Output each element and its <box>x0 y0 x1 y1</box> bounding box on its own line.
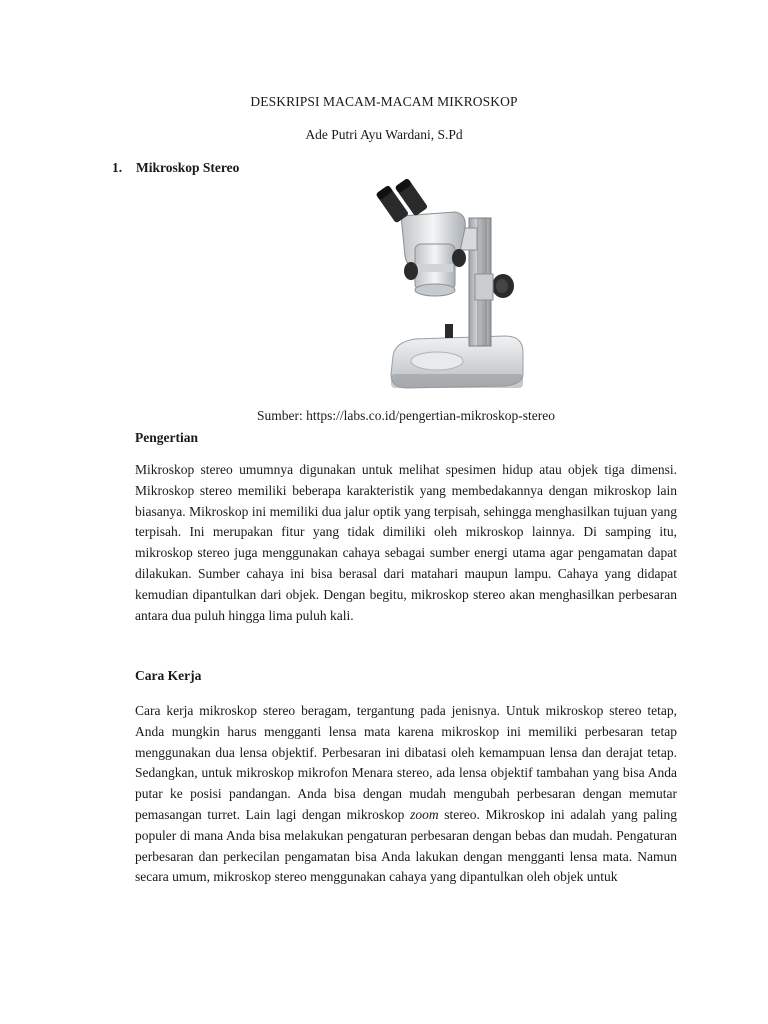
figure-caption: Sumber: https://labs.co.id/pengertian-mikroskop-stereo <box>256 408 556 423</box>
section-number: 1. <box>112 160 123 175</box>
paragraph-pengertian: Mikroskop stereo umumnya digunakan untuk melihat spesimen hidup atau objek tiga dimensi. Mikroskop stereo memiliki beberapa karakteristik yang membedakannya dengan mikroskop lain biasanya. Mikroskop ini memiliki dua jalur optik yang terpisah, sehingga menghasilkan tujuan yang terpisah. Ini merupakan fitur yang tidak dimiliki oleh mikroskop lainnya. Di samping itu, mikroskop stereo juga menggunakan cahaya sebagai sumber energi utama agar pengamatan dapat dilakukan. Sumber cahaya ini bisa berasal dari matahari maupun lampu. Cahaya yang didapat kemudian dipantulkan dari objek. Dengan begitu, mikroskop stereo akan menghasilkan perbesaran antara dua puluh hingga lima puluh kali. <box>135 462 677 623</box>
document-author: Ade Putri Ayu Wardani, S.Pd <box>305 127 463 142</box>
paragraph-cara-kerja <box>135 701 677 888</box>
microscope-icon <box>355 176 530 401</box>
paragraph-cara-kerja-part2: stereo. Mikroskop ini adalah yang paling populer di mana Anda bisa melakukan pengaturan perbesaran dengan bebas dan mudah. Pengaturan perbesaran dan perkecilan pengamatan bisa Anda lakukan dengan mengganti lensa mata. Namun secara umum, mikroskop stereo menggunakan cahaya yang dipantulkan oleh objek untuk <box>135 806 677 885</box>
paragraph-cara-kerja-italic: zoom <box>410 806 439 822</box>
section-heading <box>112 160 239 176</box>
stereo-microscope-image <box>355 176 530 401</box>
heading-cara-kerja: Cara Kerja <box>135 668 202 683</box>
heading-pengertian: Pengertian <box>135 430 198 445</box>
section-title: Mikroskop Stereo <box>136 160 240 175</box>
document-title: DESKRIPSI MACAM-MACAM MIKROSKOP <box>250 94 518 109</box>
paragraph-cara-kerja-part1: Cara kerja mikroskop stereo beragam, tergantung pada jenisnya. Untuk mikroskop stereo tetap, Anda mungkin harus mengganti lensa mata karena mikroskop ini memiliki perbesaran tetap menggunakan dua lensa objektif. Perbesaran ini dibatasi oleh kemampuan lensa dan derajat tetap. Sedangkan, untuk mikroskop mikrofon Menara stereo, ada lensa objektif tambahan yang bisa Anda putar ke posisi pandangan. Anda bisa dengan mudah mengubah perbesaran dengan memutar pemasangan turret. Lain lagi dengan mikroskop <box>135 703 677 822</box>
